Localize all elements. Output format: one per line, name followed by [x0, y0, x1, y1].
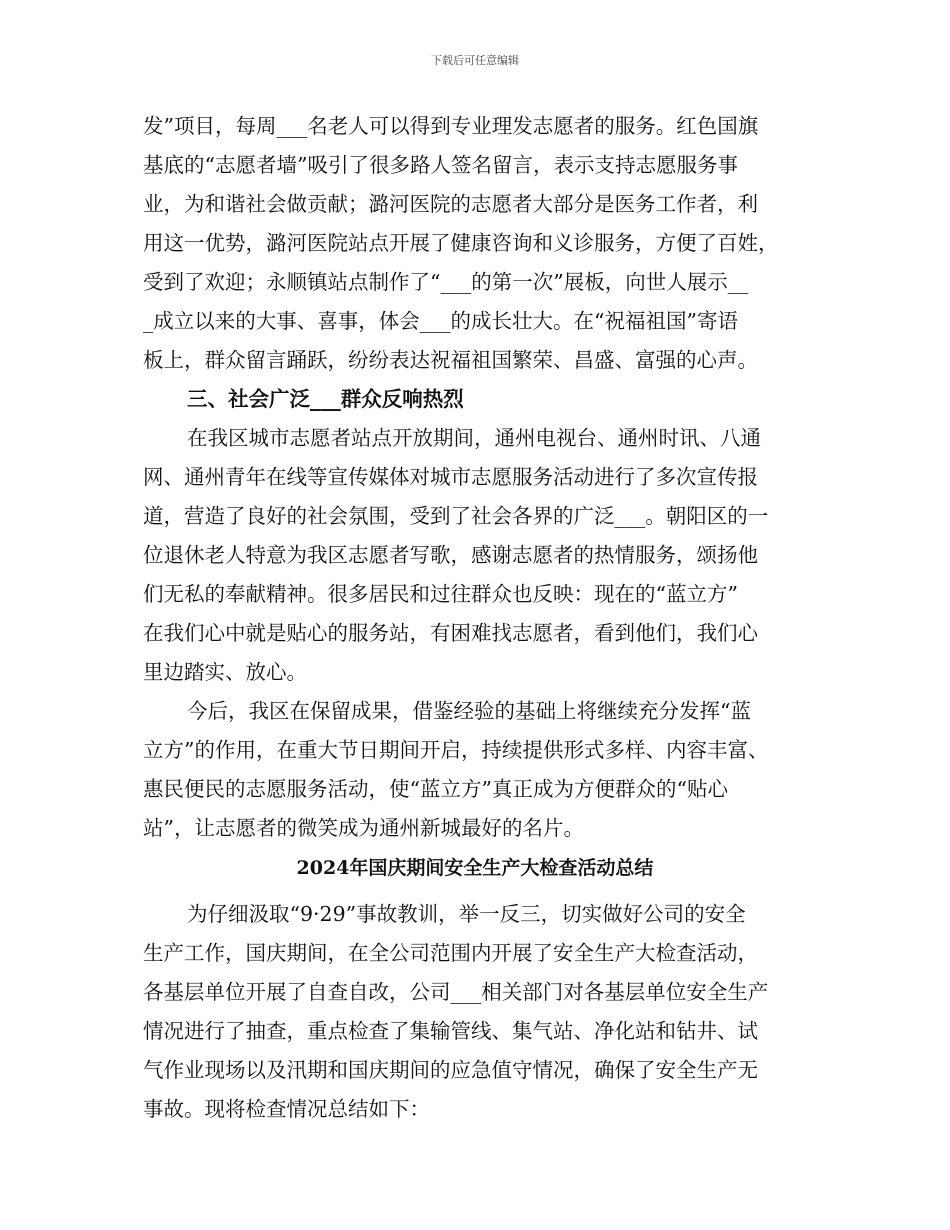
paragraph-1-line: 业，为和谐社会做贡献；潞河医院的志愿者大部分是医务工作者，利: [143, 192, 758, 216]
paragraph-1-line: 基底的“志愿者墙”吸引了很多路人签名留言，表示支持志愿服务事: [143, 153, 738, 177]
paragraph-2-line: 在我们心中就是贴心的服务站，有困难找志愿者，看到他们，我们心: [143, 621, 758, 645]
paragraph-3-line: 立方”的作用，在重大节日期间开启，持续提供形式多样、内容丰富、: [143, 738, 769, 762]
paragraph-2-line: 位退休老人特意为我区志愿者写歌，感谢志愿者的热情服务，颂扬他: [143, 543, 758, 567]
paragraph-3-line: 惠民便民的志愿服务活动，使“蓝立方”真正成为方便群众的“贴心: [143, 777, 728, 801]
paragraph-4-line: 各基层单位开展了自查自改，公司___相关部门对各基层单位安全生产: [143, 980, 769, 1004]
paragraph-2-line: 在我区城市志愿者站点开放期间，通州电视台、通州时讯、八通: [187, 426, 761, 450]
document-title: 2024年国庆期间安全生产大检查活动总结: [296, 857, 654, 879]
page-header: 下载后可任意编辑: [431, 54, 519, 67]
paragraph-3-line: 今后，我区在保留成果，借鉴经验的基础上将继续充分发挥“蓝: [187, 699, 751, 723]
paragraph-4-line: 事故。现将检查情况总结如下：: [143, 1097, 430, 1121]
paragraph-1-line: 用这一优势，潞河医院站点开展了健康咨询和义诊服务，方便了百姓，: [143, 231, 779, 255]
paragraph-2-line: 里边踏实、放心。: [143, 660, 307, 684]
paragraph-4-line: 为仔细汲取“9·29”事故教训，举一反三，切实做好公司的安全: [187, 902, 746, 926]
paragraph-3-line: 站”，让志愿者的微笑成为通州新城最好的名片。: [143, 816, 584, 840]
paragraph-4-line: 情况进行了抽查，重点检查了集输管线、集气站、净化站和钻井、试: [143, 1019, 758, 1043]
paragraph-1-line: 板上，群众留言踊跃，纷纷表达祝福祖国繁荣、昌盛、富强的心声。: [143, 348, 758, 372]
paragraph-2-line: 们无私的奉献精神。很多居民和过往群众也反映：现在的“蓝立方”: [143, 582, 738, 606]
paragraph-4-line: 气作业现场以及汛期和国庆期间的应急值守情况，确保了安全生产无: [143, 1058, 758, 1082]
paragraph-1-line: 受到了欢迎；永顺镇站点制作了“___的第一次”展板，向世人展示__: [143, 270, 749, 294]
paragraph-2-line: 道，营造了良好的社会氛围，受到了社会各界的广泛___。朝阳区的一: [143, 504, 769, 528]
paragraph-1-line: _成立以来的大事、喜事，体会___的成长壮大。在“祝福祖国”寄语: [143, 309, 738, 333]
paragraph-1-line: 发”项目，每周___名老人可以得到专业理发志愿者的服务。红色国旗: [143, 114, 759, 138]
paragraph-4-line: 生产工作，国庆期间，在全公司范围内开展了安全生产大检查活动，: [143, 941, 758, 965]
paragraph-2-line: 网、通州青年在线等宣传媒体对城市志愿服务活动进行了多次宣传报: [143, 465, 758, 489]
section-heading: 三、社会广泛___群众反响热烈: [187, 387, 464, 411]
